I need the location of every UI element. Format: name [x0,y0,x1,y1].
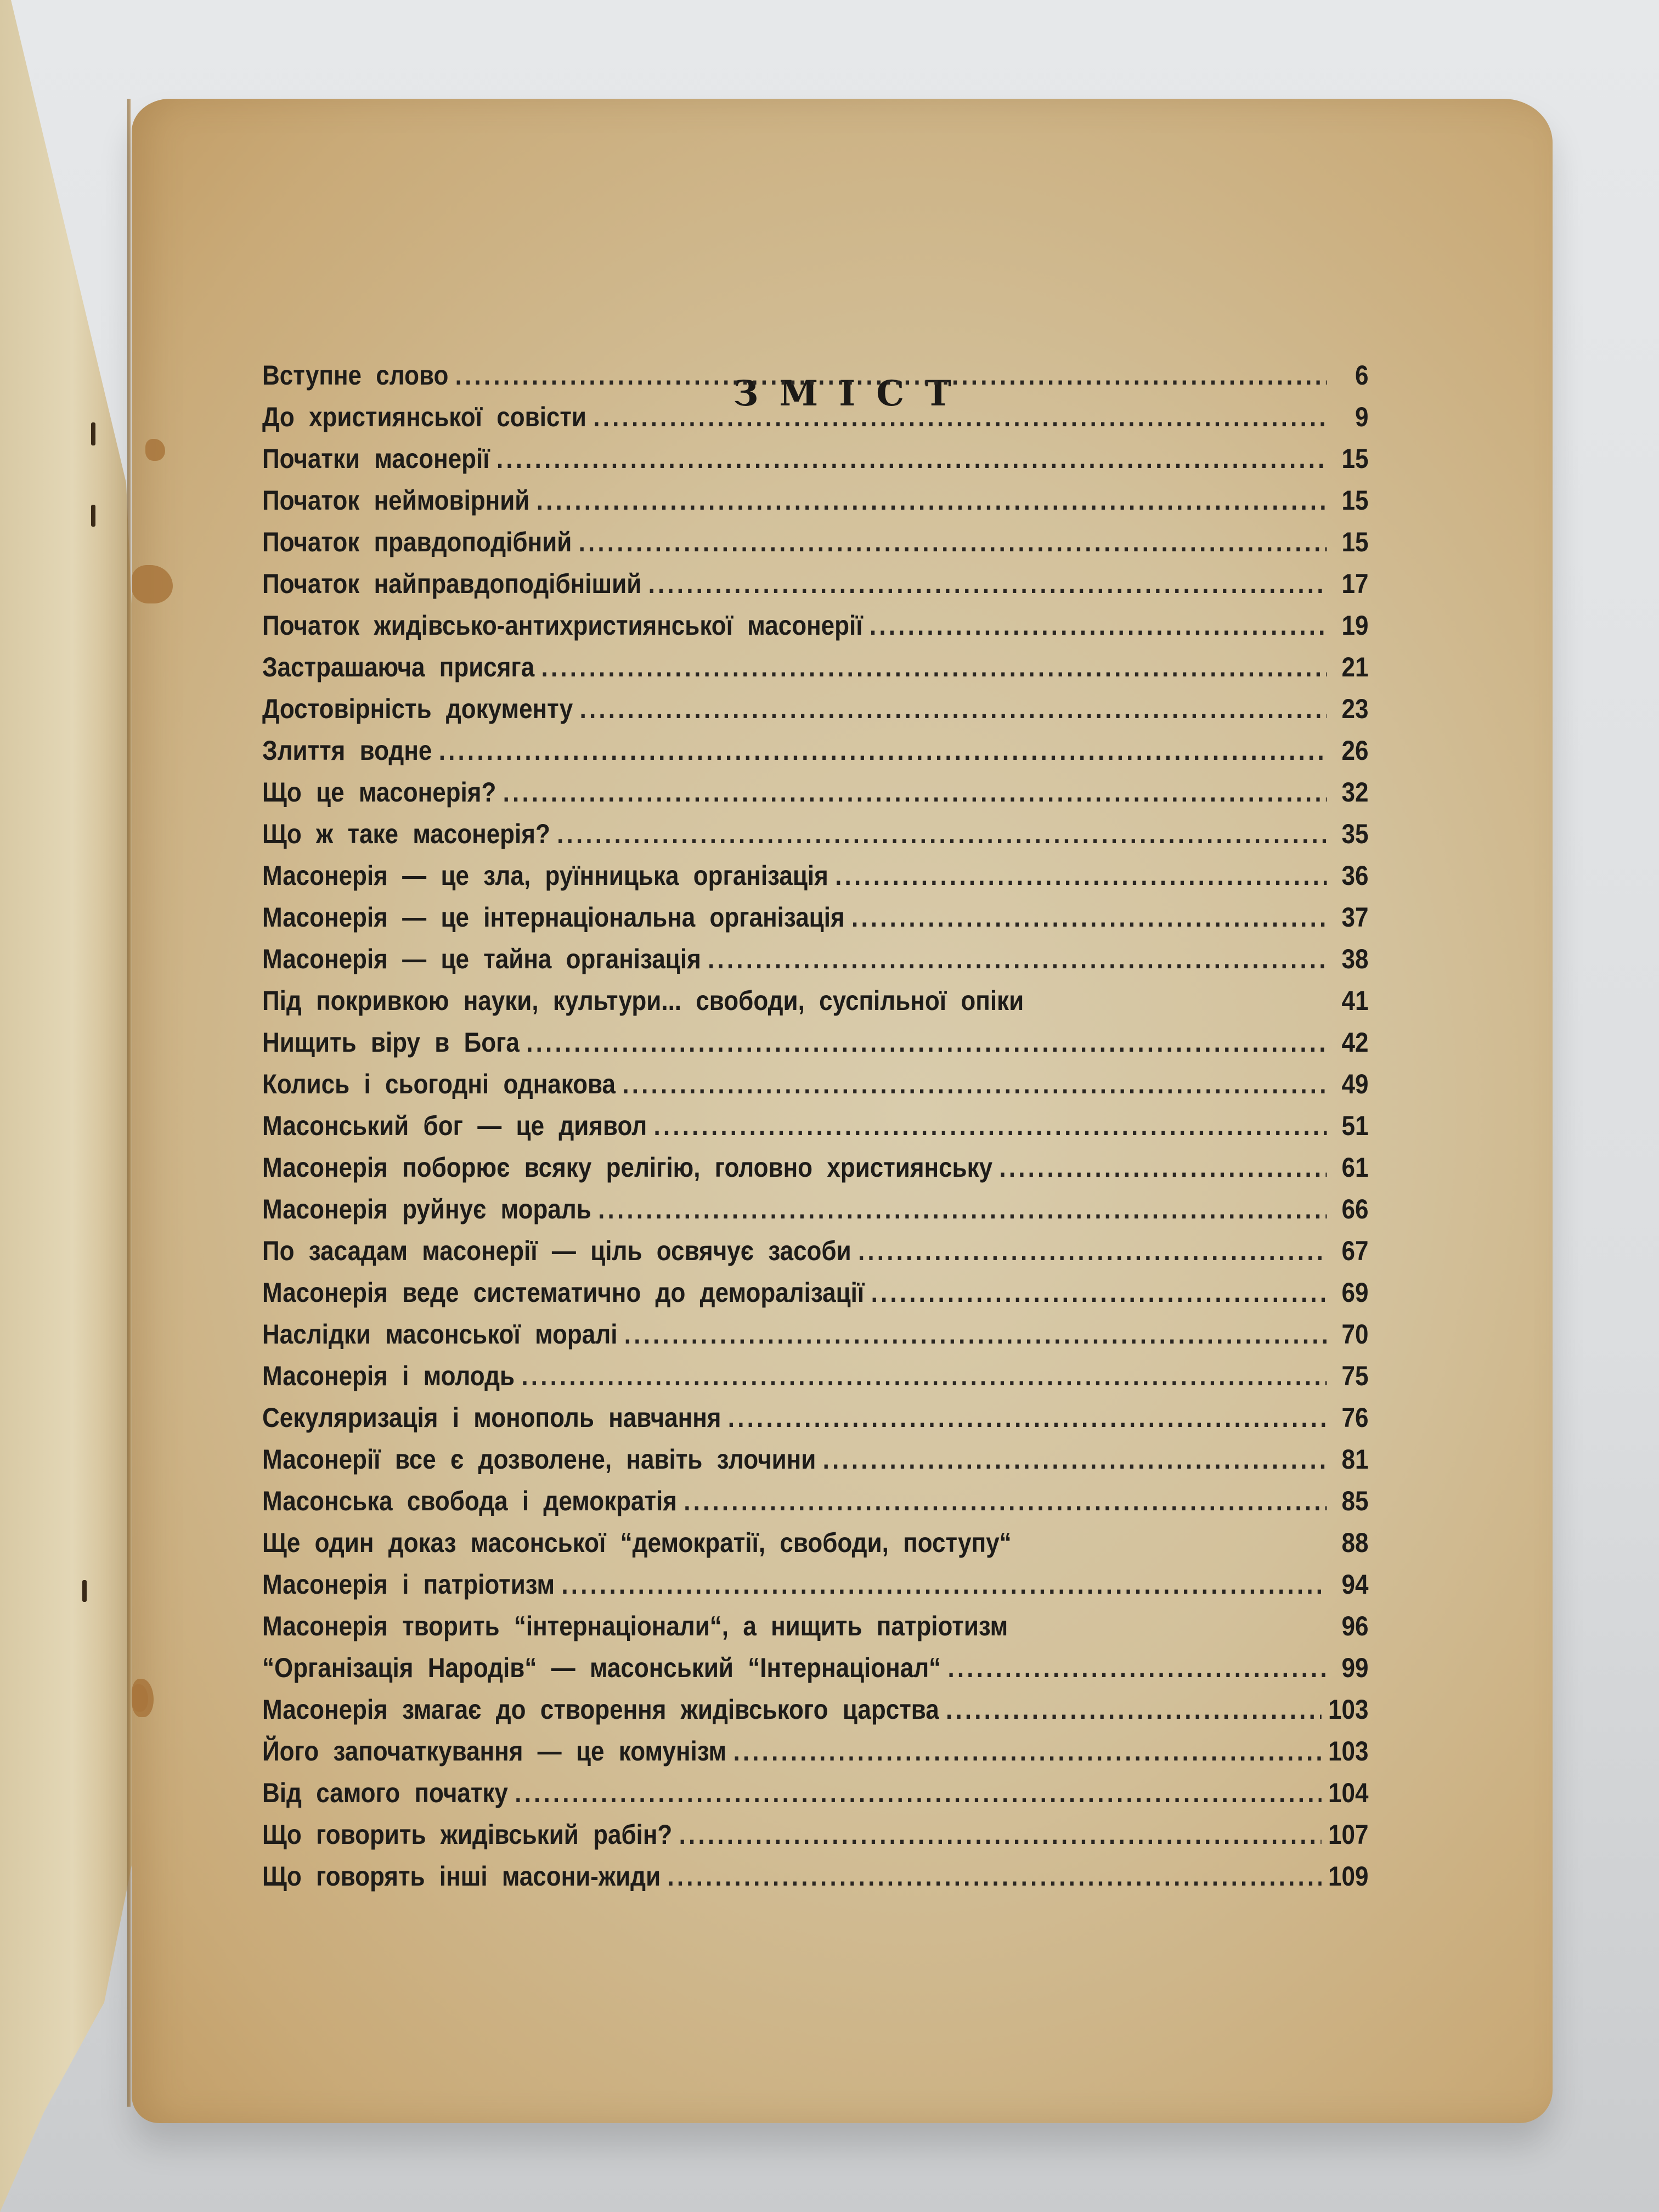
toc-entry-page-number: 15 [1341,485,1369,516]
toc-entry[interactable] [262,1443,1368,1485]
toc-entry-title: Масонерія творить “інтернаціонали“, а нищить патріотизм [262,1611,1008,1641]
toc-entry-title: Нищить віру в Бога [262,1027,520,1058]
dot-leader [947,1652,1327,1684]
dot-leader [708,943,1327,975]
toc-entry[interactable] [262,860,1368,901]
toc-entry[interactable] [262,1152,1368,1193]
toc-entry-page-number: 85 [1341,1486,1369,1516]
toc-entry[interactable] [262,1402,1368,1443]
paper-damage-stain [132,1684,148,1712]
dot-leader [455,359,1327,391]
dot-leader [851,901,1327,933]
page-title: ЗМІСТ [733,373,972,414]
toc-entry-page-number: 15 [1341,527,1369,557]
dot-leader [648,568,1327,600]
toc-entry[interactable] [262,568,1368,610]
toc-entry[interactable] [262,901,1368,943]
toc-entry-title: Початок найправдоподібніший [262,568,642,599]
toc-entry-title: Масонерія і молодь [262,1361,515,1391]
toc-entry[interactable] [262,943,1368,985]
paper-damage-stain [145,439,165,461]
toc-entry[interactable] [262,401,1368,443]
dot-leader [870,610,1327,641]
toc-entry[interactable] [262,1652,1368,1694]
toc-entry[interactable] [262,985,1368,1026]
toc-entry[interactable] [262,1277,1368,1318]
toc-entry[interactable] [262,818,1368,860]
toc-entry-title: До християнської совісти [262,402,586,432]
toc-entry-page-number: 109 [1328,1861,1369,1892]
dot-leader [999,1152,1327,1183]
staple-mark [82,1580,87,1602]
toc-entry-page-number: 81 [1341,1444,1369,1475]
toc-entry-page-number: 76 [1341,1402,1369,1433]
paper-damage-stain [132,565,173,603]
dot-leader [561,1568,1327,1600]
dot-leader [858,1235,1327,1267]
dot-leader [622,1068,1327,1100]
toc-entry[interactable] [262,1568,1368,1610]
toc-entry[interactable] [262,1110,1368,1152]
toc-entry[interactable] [262,1235,1368,1277]
staple-mark [91,422,95,445]
toc-entry[interactable] [262,610,1368,651]
toc-entry-page-number: 23 [1341,693,1369,724]
toc-entry-title: Достовірність документу [262,693,573,724]
toc-entry-title: По засадам масонерії — ціль освячує засоби [262,1235,851,1266]
toc-entry-title: Від самого початку [262,1778,508,1808]
dot-leader [835,860,1327,891]
toc-entry-page-number: 61 [1341,1152,1369,1183]
dot-leader [503,776,1327,808]
toc-entry[interactable] [262,776,1368,818]
toc-entry[interactable] [262,1485,1368,1527]
toc-entry-title: Застрашаюча присяга [262,652,535,682]
dot-leader [823,1443,1327,1475]
toc-entry-title: Під покривкою науки, культури... свободи, суспільної опіки [262,985,1024,1016]
toc-entry-page-number: 67 [1341,1235,1369,1266]
dot-leader [654,1110,1327,1142]
toc-entry-page-number: 96 [1341,1611,1369,1641]
toc-entry-title: Ще один доказ масонської “демократії, свободи, поступу“ [262,1527,1012,1558]
table-of-contents [262,359,1369,1902]
toc-entry-page-number: 88 [1341,1527,1369,1558]
facing-page-left [0,0,132,2212]
book-spine [127,99,131,2107]
toc-entry-page-number: 26 [1341,735,1369,766]
toc-entry-title: Масонерія — це тайна організація [262,944,701,974]
toc-entry-page-number: 69 [1341,1277,1369,1308]
toc-entry-title: Вступне слово [262,360,449,391]
toc-entry-page-number: 104 [1328,1778,1369,1808]
toc-entry-title: Масонський бог — це диявол [262,1110,647,1141]
toc-entry[interactable] [262,1777,1368,1819]
toc-entry-page-number: 66 [1341,1194,1369,1224]
toc-entry-title: Його започаткування — це комунізм [262,1736,727,1767]
toc-entry[interactable] [262,1193,1368,1235]
dot-leader [684,1485,1327,1517]
dot-leader [526,1026,1327,1058]
toc-entry[interactable] [262,484,1368,526]
toc-entry[interactable] [262,1860,1368,1902]
toc-entry-page-number: 103 [1328,1736,1369,1767]
toc-entry-page-number: 75 [1341,1361,1369,1391]
toc-entry[interactable] [262,651,1368,693]
dot-leader [624,1318,1327,1350]
dot-leader [439,735,1327,766]
toc-entry-title: Масонська свобода і демократія [262,1486,677,1516]
dot-leader [946,1694,1322,1725]
toc-entry-page-number: 94 [1341,1569,1369,1600]
toc-entry-page-number: 38 [1341,944,1369,974]
dot-leader [580,693,1327,725]
toc-entry-title: Масонерія поборює всяку релігію, головно християнську [262,1152,993,1183]
toc-entry-page-number: 41 [1341,985,1369,1016]
toc-entry-title: Що говорить жидівський рабін? [262,1819,673,1850]
dot-leader [496,443,1327,475]
toc-entry-title: Масонерія і патріотизм [262,1569,555,1600]
dot-leader [537,484,1327,516]
toc-entry-page-number: 32 [1341,777,1369,808]
dot-leader [679,1819,1322,1850]
toc-entry-page-number: 49 [1341,1069,1369,1099]
dot-leader [598,1193,1327,1225]
toc-entry[interactable] [262,1610,1368,1652]
toc-entry-title: Початок неймовірний [262,485,530,516]
dot-leader [871,1277,1327,1308]
dot-leader [579,526,1327,558]
toc-entry-page-number: 35 [1341,819,1369,849]
toc-entry-page-number: 51 [1341,1110,1369,1141]
toc-entry-title: Наслідки масонської моралі [262,1319,618,1350]
toc-entry-title: Початки масонерії [262,443,490,474]
toc-entry[interactable] [262,1527,1368,1568]
toc-entry-title: Що ж таке масонерія? [262,819,550,849]
toc-entry-title: Масонерія — це зла, руїнницька організація [262,860,828,891]
toc-entry[interactable] [262,1318,1368,1360]
toc-entry-page-number: 42 [1341,1027,1369,1058]
toc-entry-title: Що говорять інші масони-жиди [262,1861,661,1892]
toc-entry[interactable] [262,526,1368,568]
toc-entry-page-number: 107 [1328,1819,1369,1850]
toc-entry-page-number: 9 [1355,402,1369,432]
toc-entry-title: Масонерія — це інтернаціональна організація [262,902,845,933]
toc-entry-title: Колись і сьогодні однакова [262,1069,616,1099]
dot-leader [733,1735,1321,1767]
toc-entry-page-number: 15 [1341,443,1369,474]
toc-entry-page-number: 6 [1355,360,1369,391]
toc-entry-page-number: 99 [1341,1652,1369,1683]
toc-entry[interactable] [262,693,1368,735]
toc-entry-page-number: 37 [1341,902,1369,933]
toc-entry-title: Масонерії все є дозволене, навіть злочини [262,1444,816,1475]
toc-entry[interactable] [262,1360,1368,1402]
toc-entry-title: Секуляризація і монополь навчання [262,1402,721,1433]
toc-entry-page-number: 70 [1341,1319,1369,1350]
toc-entry[interactable] [262,359,1368,401]
toc-entry-title: Масонерія руйнує мораль [262,1194,591,1224]
toc-entry-page-number: 17 [1341,568,1369,599]
toc-entry-page-number: 36 [1341,860,1369,891]
dot-leader [515,1777,1321,1809]
toc-entry[interactable] [262,1819,1368,1860]
dot-leader [541,651,1327,683]
toc-entry-title: Масонерія веде систематично до деморалізації [262,1277,865,1308]
toc-entry-title: Початок жидівсько-антихристиянської масонерії [262,610,863,641]
staple-mark [91,505,95,527]
dot-leader [521,1360,1327,1392]
toc-entry-title: “Організація Народів“ — масонський “Інтернаціонал“ [262,1652,941,1683]
toc-entry[interactable] [262,735,1368,776]
toc-entry[interactable] [262,1068,1368,1110]
toc-entry-title: Масонерія змагає до створення жидівського царства [262,1694,939,1725]
toc-entry-page-number: 19 [1341,610,1369,641]
toc-entry[interactable] [262,443,1368,484]
toc-entry[interactable] [262,1735,1368,1777]
dot-leader [667,1860,1321,1892]
toc-entry-page-number: 103 [1328,1694,1369,1725]
dot-leader [557,818,1327,850]
toc-entry[interactable] [262,1694,1368,1735]
toc-entry-page-number: 21 [1341,652,1369,682]
toc-entry-title: Що це масонерія? [262,777,496,808]
toc-entry-title: Злиття водне [262,735,432,766]
dot-leader [593,401,1327,433]
toc-entry-title: Початок правдоподібний [262,527,572,557]
toc-entry[interactable] [262,1026,1368,1068]
dot-leader [728,1402,1327,1434]
